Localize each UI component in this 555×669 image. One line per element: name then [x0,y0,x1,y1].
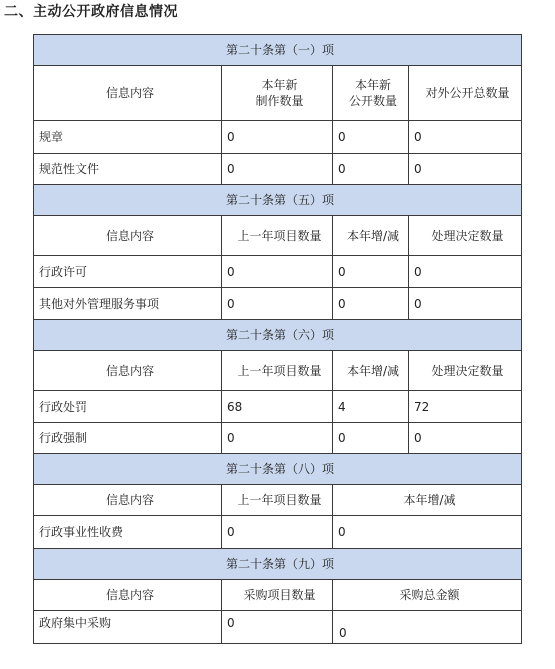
value-cell: 0 [222,154,333,185]
value-cell: 0 [222,611,333,644]
value-cell: 0 [333,423,409,454]
row-label: 行政强制 [34,423,222,454]
table-row [34,516,522,549]
table-row [34,154,522,185]
table-row [34,121,522,154]
header-cell: 信息内容 [34,580,222,611]
info-table [33,34,522,644]
section-title-row [34,185,522,216]
table-row [34,256,522,288]
row-label: 其他对外管理服务事项 [34,288,222,320]
value-cell: 4 [333,391,409,423]
value-cell: 0 [222,288,333,320]
row-label: 行政处罚 [34,391,222,423]
value-cell: 0 [333,288,409,320]
section-title-row [34,454,522,485]
row-label: 规章 [34,121,222,154]
header-cell: 本年增/减 [333,485,522,516]
section-title: 第二十条第（八）项 [34,454,522,485]
header-cell: 采购总金额 [333,580,522,611]
section-title: 第二十条第（一）项 [34,35,522,66]
section-title-row [34,35,522,66]
value-cell: 0 [409,256,522,288]
section-title: 第二十条第（五）项 [34,185,522,216]
value-cell: 0 [222,516,333,549]
header-cell [333,66,409,121]
value-cell: 0 [409,121,522,154]
value-cell: 0 [409,423,522,454]
header-row [34,351,522,391]
value-cell: 0 [333,516,522,549]
value-cell: 0 [222,256,333,288]
row-label: 行政事业性收费 [34,516,222,549]
header-row [34,580,522,611]
table-row [34,611,522,644]
value-cell: 0 [222,121,333,154]
header-row [34,485,522,516]
value-cell: 0 [333,611,522,644]
header-cell: 本年增/减 [333,351,409,391]
header-cell: 上一年项目数量 [222,216,333,256]
value-cell: 0 [333,154,409,185]
value-cell: 68 [222,391,333,423]
value-cell: 0 [409,154,522,185]
header-row [34,66,522,121]
value-cell: 0 [333,256,409,288]
header-cell: 对外公开总数量 [409,66,522,121]
header-cell: 处理决定数量 [409,351,522,391]
header-cell: 上一年项目数量 [222,351,333,391]
value-cell: 0 [222,423,333,454]
header-cell: 本年增/减 [333,216,409,256]
header-row [34,216,522,256]
header-text: 本年新 公开数量 [348,78,397,108]
table-row [34,391,522,423]
header-cell: 处理决定数量 [409,216,522,256]
value-cell: 72 [409,391,522,423]
row-label: 行政许可 [34,256,222,288]
section-heading: 二、主动公开政府信息情况 [4,4,178,20]
table-row [34,423,522,454]
section-title: 第二十条第（九）项 [34,549,522,580]
row-label: 规范性文件 [34,154,222,185]
table-row [34,288,522,320]
row-label: 政府集中采购 [34,611,222,644]
header-cell: 采购项目数量 [222,580,333,611]
section-title-row [34,320,522,351]
header-text: 本年新 制作数量 [255,78,304,108]
header-cell: 信息内容 [34,216,222,256]
header-cell: 信息内容 [34,351,222,391]
header-cell: 信息内容 [34,66,222,121]
value-cell: 0 [409,288,522,320]
value-cell: 0 [333,121,409,154]
header-cell: 上一年项目数量 [222,485,333,516]
header-cell [222,66,333,121]
header-cell: 信息内容 [34,485,222,516]
section-title-row [34,549,522,580]
section-title: 第二十条第（六）项 [34,320,522,351]
